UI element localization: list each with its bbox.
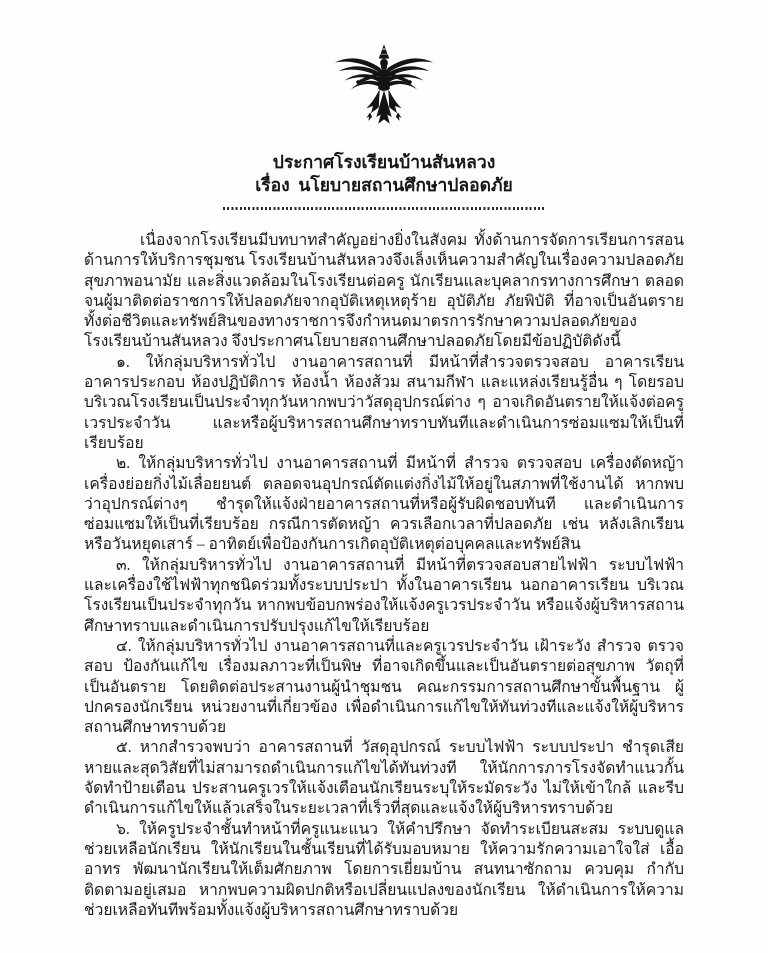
intro-paragraph: เนื่องจากโรงเรียนมีบทบาทสำคัญอย่างยิ่งในสังคม ทั้งด้านการจัดการเรียนการสอน ด้านการให้บริการชุมชน โรงเรียนบ้านสันหลวงจึงเล็งเห็นความสำคัญในเรื่องความปลอดภัย สุขภาพอนามัย และสิ่งแวดล้อมในโรงเรียนต่อครู นักเรียนและบุคลากรทางการศึกษา ตลอดจนผู้มาติดต่อราชการให้ปลอดภัยจากอุบัติเหตุเหตุร้าย อุบัติภัย ภัยพิบัติ ที่อาจเป็นอันตรายทั้งต่อชีวิตและทรัพย์สินของทางราชการจึงกำหนดมาตรการรักษาความปลอดภัยของโรงเรียนบ้านสันหลวง จึงประกาศนโยบายสถานศึกษาปลอดภัยโดยมีข้อปฏิบัติดังนี้ bbox=[84, 232, 684, 351]
document-subject: เรื่อง นโยบายสถานศึกษาปลอดภัย bbox=[255, 175, 513, 195]
policy-item-1: ๑. ให้กลุ่มบริหารทั่วไป งานอาคารสถานที่ มีหน้าที่สำรวจตรวจสอบ อาคารเรียน อาคารประกอบ ห้องปฏิบัติการ ห้องน้ำ ห้องส้วม สนามกีฬา และแหล่งเรียนรู้อื่น ๆ โดยรอบบริเวณโรงเรียนเป็นประจำทุกวันหากพบว่าวัสดุอุปกรณ์ต่าง ๆ อาจเกิดอันตรายให้แจ้งต่อครูเวรประจำวัน และหรือผู้บริหารสถานศึกษาทราบทันทีและดำเนินการซ่อมแซมให้เป็นที่เรียบร้อย bbox=[84, 353, 684, 452]
policy-item-5: ๕. หากสำรวจพบว่า อาคารสถานที่ วัสดุอุปกรณ์ ระบบไฟฟ้า ระบบประปา ชำรุดเสียหายและสุดวิสัยที่ไม่สามารถดำเนินการแก้ไขได้ทันท่วงที ให้นักการภารโรงจัดทำแนวกั้น จัดทำป้ายเตือน ประสานครูเวรให้แจ้งเตือนนักเรียนระบุให้ระมัดระวัง ไม่ให้เข้าใกล้ และรีบดำเนินการแก้ไขให้แล้วเสร็จในระยะเวลาที่เร็วที่สุดและแจ้งให้ผู้บริหารทราบด้วย bbox=[84, 739, 684, 818]
policy-item-3: ๓. ให้กลุ่มบริหารทั่วไป งานอาคารสถานที่ มีหน้าที่ตรวจสอบสายไฟฟ้า ระบบไฟฟ้า และเครื่องใช้ไฟฟ้าทุกชนิดร่วมทั้งระบบประปา ทั้งในอาคารเรียน นอกอาคารเรียน บริเวณโรงเรียนเป็นประจำทุกวัน หากพบข้อบกพร่องให้แจ้งครูเวรประจำวัน หรือแจ้งผู้บริหารสถานศึกษาทราบและดำเนินการปรับปรุงแก้ไขให้เรียบร้อย bbox=[84, 556, 684, 635]
document-body bbox=[84, 231, 684, 921]
policy-item-2: ๒. ให้กลุ่มบริหารทั่วไป งานอาคารสถานที่ มีหน้าที่ สำรวจ ตรวจสอบ เครื่องตัดหญ้า เครื่องย่อยกิ่งไม้เลื่อยยนต์ ตลอดจนอุปกรณ์ตัดแต่งกิ่งไม้ให้อยู่ในสภาพที่ใช้งานได้ หากพบว่าอุปกรณ์ต่างๆ ชำรุดให้แจ้งฝ่ายอาคารสถานที่หรือผู้รับผิดชอบทันที และดำเนินการซ่อมแซมให้เป็นที่เรียบร้อย กรณีการตัดหญ้า ควรเลือกเวลาที่ปลอดภัย เช่น หลังเลิกเรียนหรือวันหยุดเสาร์ – อาทิตย์เพื่อป้องกันการเกิดอุบัติเหตุต่อบุคคลและทรัพย์สิน bbox=[84, 455, 684, 554]
document-title: ประกาศโรงเรียนบ้านสันหลวง bbox=[272, 152, 496, 172]
policy-item-4: ๔. ให้กลุ่มบริหารทั่วไป งานอาคารสถานที่และครูเวรประจำวัน เฝ้าระวัง สำรวจ ตรวจสอบ ป้องกันแก้ไข เรื่องมลภาวะที่เป็นพิษ ที่อาจเกิดขึ้นและเป็นอันตรายต่อสุขภาพ วัตถุที่เป็นอันตราย โดยติดต่อประสานงานผู้นำชุมชน คณะกรรมการสถานศึกษาขั้นพื้นฐาน ผู้ปกครองนักเรียน หน่วยงานที่เกี่ยวข้อง เพื่อดำเนินการแก้ไขให้ทันท่วงทีและแจ้งให้ผู้บริหารสถานศึกษาทราบด้วย bbox=[84, 637, 684, 737]
garuda-emblem-icon bbox=[329, 44, 439, 146]
policy-item-6: ๖. ให้ครูประจำชั้นทำหน้าที่ครูแนะแนว ให้คำปรึกษา จัดทำระเบียนสะสม ระบบดูแลช่วยเหลือนักเรียน ให้นักเรียนในชั้นเรียนที่ได้รับมอบหมาย ให้ความรักความเอาใจใส่ เอื้ออาทร พัฒนานักเรียนให้เต็มศักยภาพ โดยการเยี่ยมบ้าน สนทนาซักถาม ควบคุม กำกับ ติดตามอยู่เสมอ หากพบความผิดปกติหรือเปลี่ยนแปลงของนักเรียน ให้ดำเนินการให้ความช่วยเหลือทันทีพร้อมทั้งแจ้งผู้บริหารสถานศึกษาทราบด้วย bbox=[84, 820, 684, 919]
dotted-divider bbox=[223, 207, 545, 210]
